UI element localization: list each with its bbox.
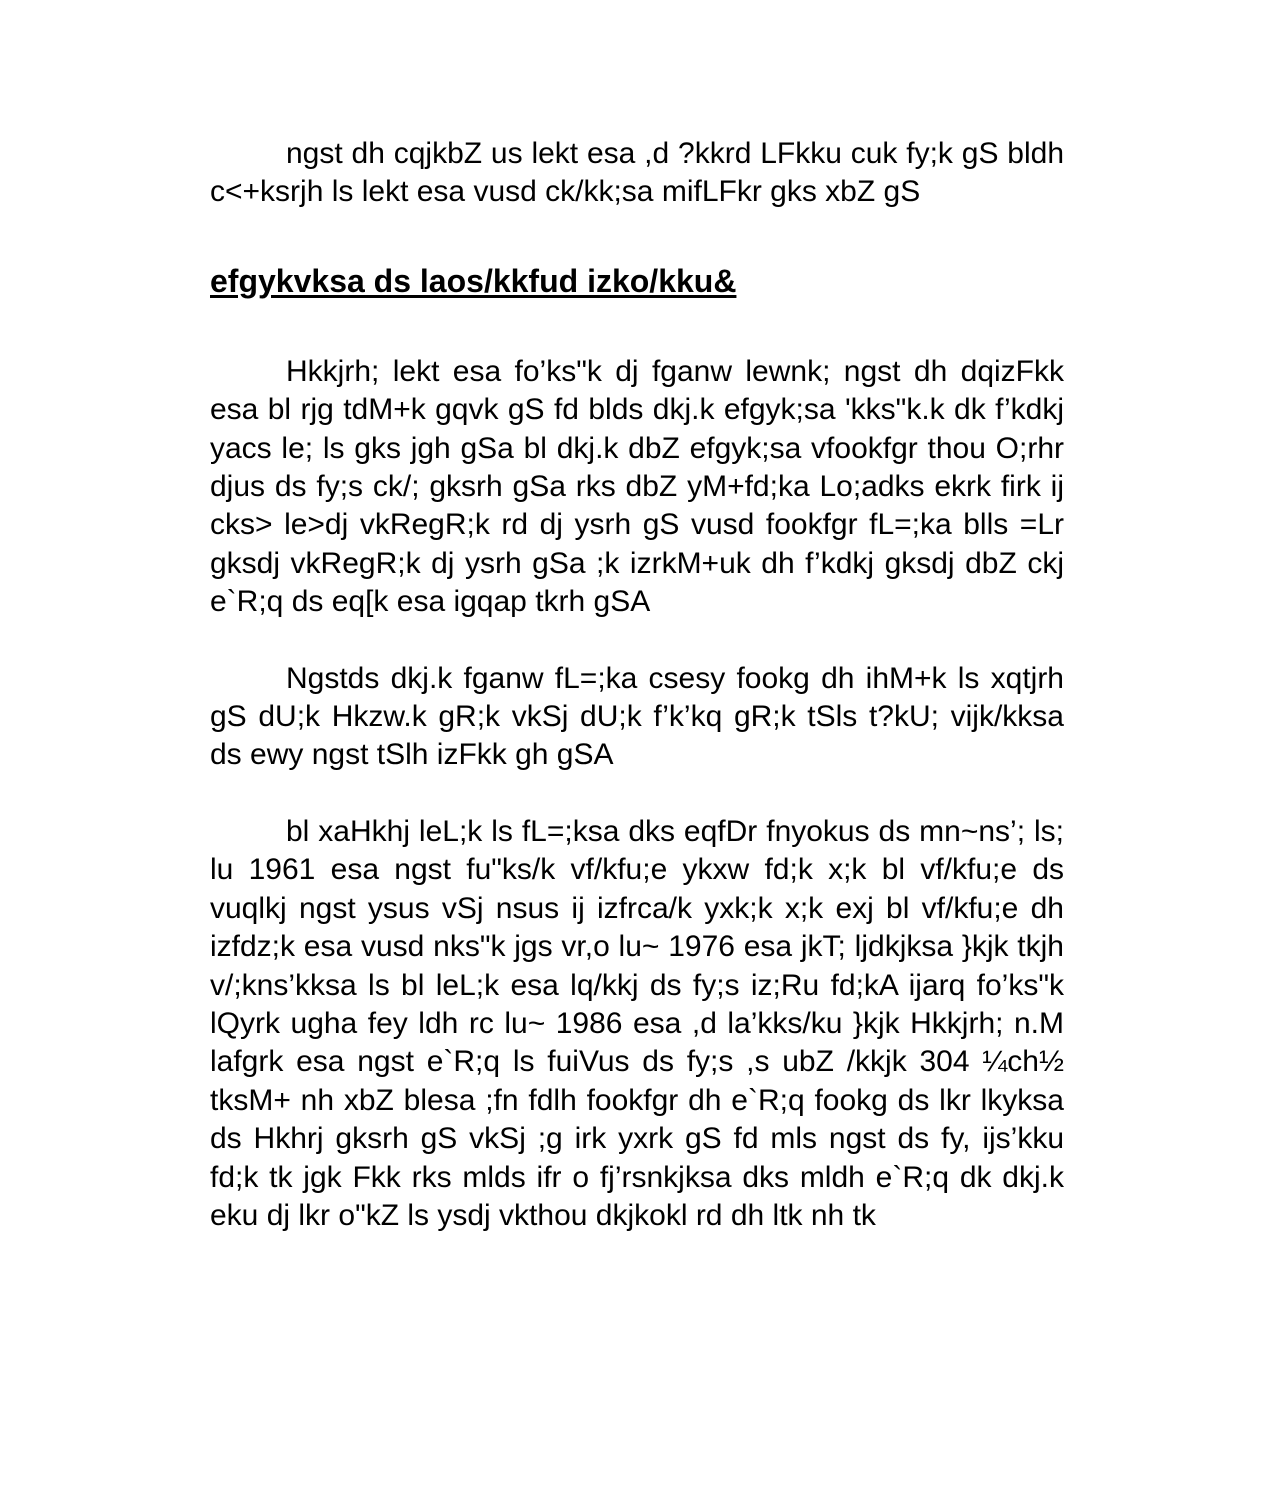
paragraph-legislation: bl xaHkhj leL;k ls fL=;ksa dks eqfDr fnyokus ds mn~ns’; ls; lu 1961 esa ngst fu"ks/k vf/kfu;e ykxw fd;k x;k bl vf/kfu;e ds vuqlkj ngst ysus vSj nsus ij izfrca/k yxk;k x;k exj bl vf/kfu;e dh izfdz;k esa vusd nks"k jgs vr,o lu~ 1976 esa jkT; ljdkjksa }kjk tkjh v/;kns’kksa ls bl leL;k esa lq/kkj ds fy;s iz;Ru fd;kA ijarq fo’ks"k lQyrk ugha fey ldh rc lu~ 1986 esa ,d la’kks/ku }kjk Hkkjrh; n.M lafgrk esa ngst e`R;q ls fuiVus ds fy;s ,s ubZ /kkjk 304 ¼ch½ tksM+ nh xbZ blesa ;fn fdlh fookfgr dh e`R;q fookg ds lkr lkyksa ds Hkhrj gksrh gS vkSj ;g irk yxrk gS fd mls ngst ds fy, ijs’kku fd;k tk jgk Fkk rks mlds ifr o fj’rsnkjksa dks mldh e`R;q dk dkj.k eku dj lkr o"kZ ls ysdj vkthou dkjkokl rd dh ltk nh tk <box>210 814 1064 1232</box>
paragraph-society: Hkkjrh; lekt esa fo’ks"k dj fganw lewnk; ngst dh dqizFkk esa bl rjg tdM+k gqvk gS fd blds dkj.k efgyk;sa 'kks"k.k dk f’kdkj yacs le; ls gks jgh gSa bl dkj.k dbZ efgyk;sa vfookfgr thou O;rhr djus ds fy;s ck/; gksrh gSa rks dbZ yM+fd;ka Lo;adks ekrk firk ij cks> le>dj vkRegR;k rd dj ysrh gS vusd fookfgr fL=;ka blls =Lr gksdj vkRegR;k dj ysrh gSa ;k izrkM+uk dh f’kdkj gksdj dbZ ckj e`R;q ds eq[k esa igqap tkrh gSA <box>210 354 1064 619</box>
paragraph-intro: ngst dh cqjkbZ us lekt esa ,d ?kkrd LFkku cuk fy;k gS bldh c<+ksrjh ls lekt esa vusd ck/kk;sa mifLFkr gks xbZ gS <box>210 137 1064 209</box>
paragraph-consequences: Ngstds dkj.k fganw fL=;ka csesy fookg dh ihM+k ls xqtjrh gS dU;k Hkzw.k gR;k vkSj dU;k f’k’kq gR;k tSls t?kU; vijk/kksa ds ewy ngst tSlh izFkk gh gSA <box>210 661 1064 772</box>
section-heading: efgykvksa ds laos/kkfud izko/kku& <box>210 262 737 299</box>
document-body <box>210 135 1064 1235</box>
